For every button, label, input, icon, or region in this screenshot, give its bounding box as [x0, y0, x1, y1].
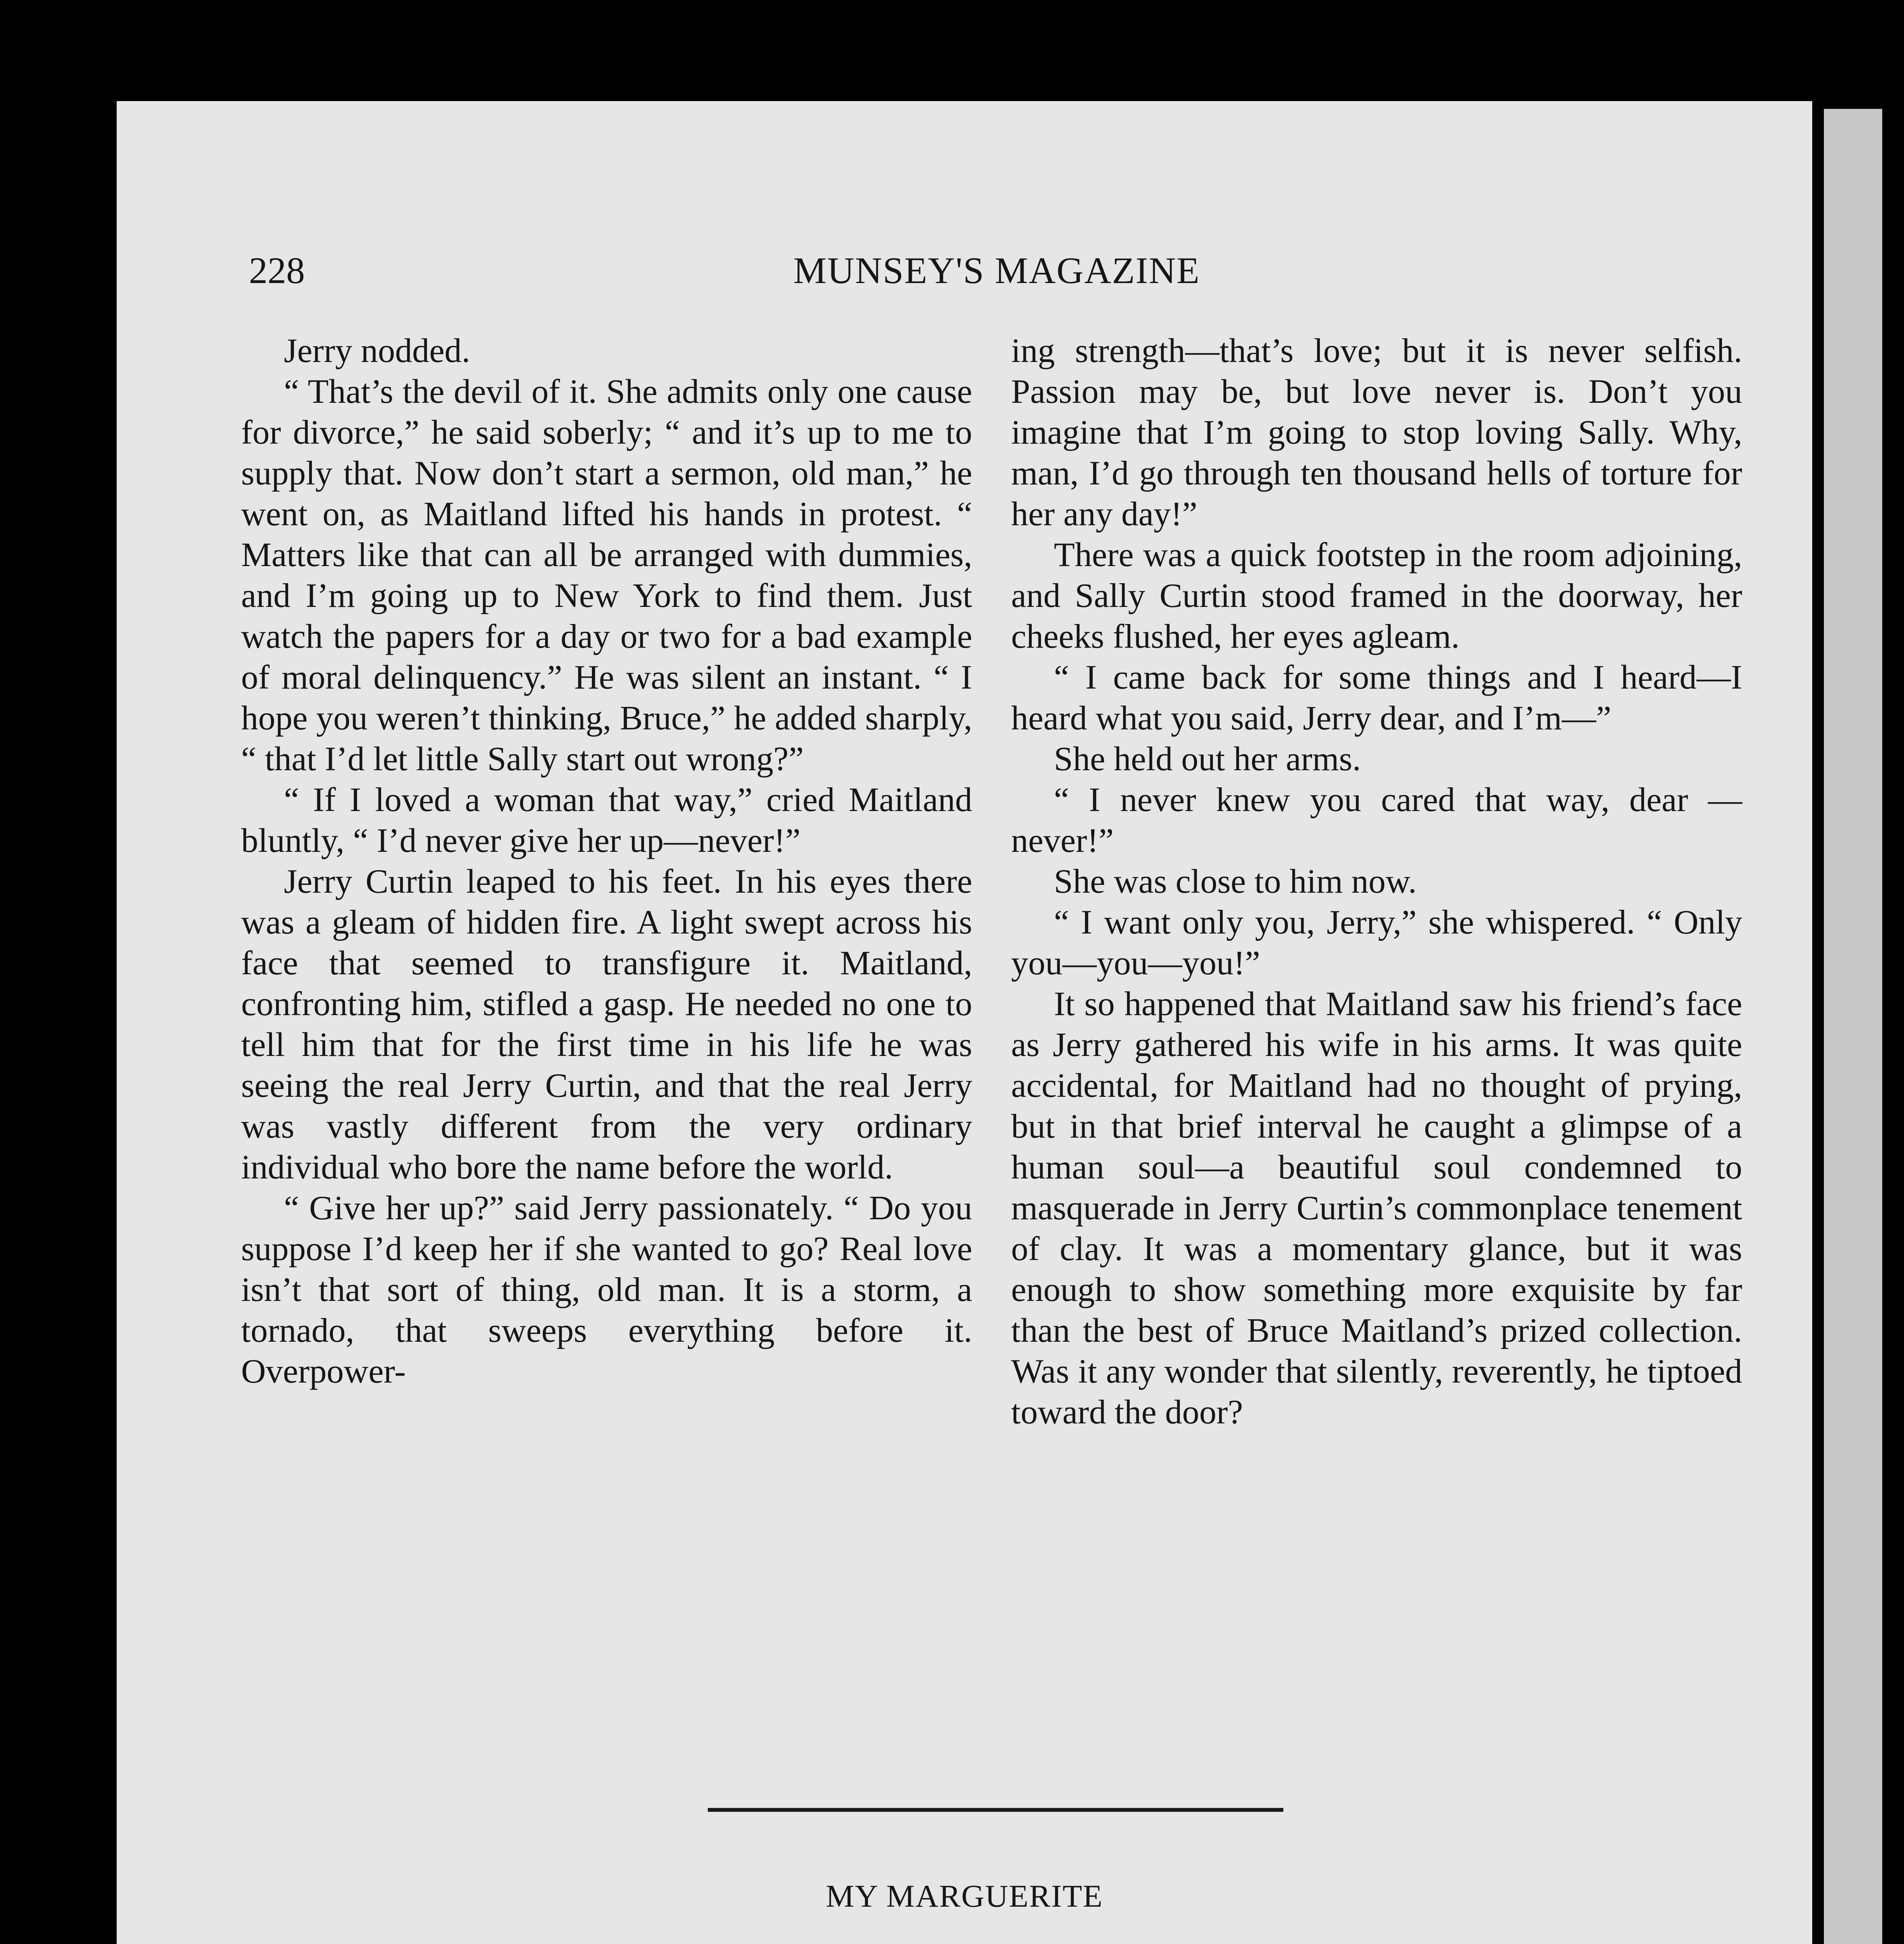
story-paragraph: “ I want only you, Jerry,” she whispered. “ Only you—you—you!” [1011, 904, 1742, 982]
story-paragraph: She held out her arms. [1054, 740, 1361, 778]
story-paragraph: It so happened that Maitland saw his friend’s face as Jerry gathered his wife in his arms. It was quite accidental, for Maitland had no thought of prying, but in that brief interval he caught a glimpse of a human soul—a beautiful soul condemned to masquerade in Jerry Curtin’s commonplace tenement of clay. It was a momentary glance, but it was enough to show something more exquisite by far than the best of Bruce Maitland’s prized collection. Was it any wonder that silently, reverently, he tiptoed toward the door? [1011, 985, 1742, 1431]
story-paragraph: Jerry Curtin leaped to his feet. In his eyes there was a gleam of hidden fire. A light swept across his face that seemed to transfigure it. Maitland, confronting him, stifled a gasp. He needed no one to tell him that for the first time in his life he was seeing the real Jerry Curtin, and that the real Jerry was vastly different from the very ordinary individual who bore the name before the world. [241, 863, 972, 1186]
adjacent-page-edge [1824, 109, 1882, 1944]
story-right-column [1011, 330, 1742, 1433]
story-paragraph: “ I came back for some things and I heard—I heard what you said, Jerry dear, and I’m—” [1011, 659, 1742, 737]
story-paragraph: “ If I loved a woman that way,” cried Maitland bluntly, “ I’d never give her up—never!” [241, 781, 972, 860]
page-number: 228 [249, 250, 305, 291]
story-paragraph: “ I never knew you cared that way, dear —never!” [1011, 781, 1742, 860]
story-left-column [241, 330, 972, 1392]
poem-title: MY MARGUERITE [826, 1878, 1103, 1914]
poem-line [719, 1940, 1189, 1944]
poem-stanza [719, 1940, 1189, 1944]
story-paragraph: Jerry nodded. [284, 332, 470, 370]
page-header [249, 249, 1766, 303]
section-divider [708, 1808, 1283, 1812]
poem-body [719, 1940, 1189, 1944]
magazine-title: MUNSEY'S MAGAZINE [793, 250, 1200, 291]
story-paragraph: “ That’s the devil of it. She admits only one cause for divorce,” he said soberly; “ and it’s up to me to supply that. Now don’t start a sermon, old man,” he went on, as Maitland lifted his hands in protest. “ Matters like that can all be arranged with dummies, and I’m going up to New York to find them. Just watch the papers for a day or two for a bad example of moral delinquency.” He was silent an instant. “ I hope you weren’t thinking, Bruce,” he added sharply, “ that I’d let little Sally start out wrong?” [241, 373, 972, 778]
magazine-page [117, 101, 1812, 1944]
story-paragraph-continuation: ing strength—that’s love; but it is never selfish. Passion may be, but love never is. Don’t you imagine that I’m going to stop loving Sally. Why, man, I’d go through ten thousand hells of torture for her any day!” [1011, 332, 1742, 533]
story-paragraph: She was close to him now. [1054, 863, 1417, 900]
story-paragraph: There was a quick footstep in the room adjoining, and Sally Curtin stood framed in the doorway, her cheeks flushed, her eyes agleam. [1011, 536, 1742, 656]
story-paragraph: “ Give her up?” said Jerry passionately. “ Do you suppose I’d keep her if she wanted to go? Real love isn’t that sort of thing, old man. It is a storm, a tornado, that sweeps everything before it. Overpower- [241, 1189, 972, 1390]
